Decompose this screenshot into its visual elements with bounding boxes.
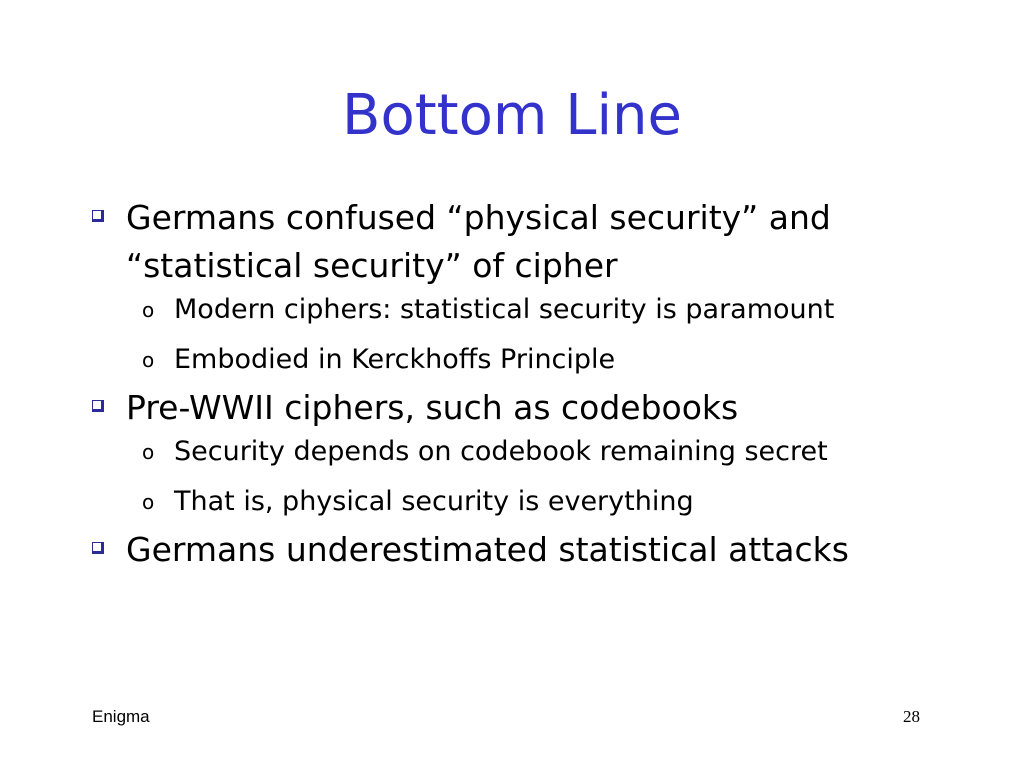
- hollow-square-bullet-icon: [92, 542, 104, 554]
- sub-bullet-text: That is, physical security is everything: [174, 486, 694, 517]
- list-item: [92, 384, 992, 520]
- bullet-text: Germans confused “physical security” and “statistical security” of cipher: [126, 198, 831, 285]
- sub-list-item: [142, 292, 992, 328]
- sub-bullet-text: Modern ciphers: statistical security is paramount: [174, 294, 835, 325]
- bullet-text: Germans underestimated statistical attacks: [126, 530, 849, 569]
- bullet-list: [92, 194, 992, 580]
- hollow-square-bullet-icon: [92, 210, 104, 222]
- slide-title: Bottom Line: [342, 83, 682, 148]
- list-item: [92, 526, 992, 574]
- circle-o-bullet-icon: o: [142, 348, 155, 372]
- sub-bullet-text: Security depends on codebook remaining secret: [174, 436, 828, 467]
- sub-bullet-list: [126, 434, 992, 520]
- bullet-text: Pre-WWII ciphers, such as codebooks: [126, 388, 739, 427]
- sub-bullet-list: [126, 292, 992, 378]
- page-number: 28: [903, 707, 920, 726]
- sub-list-item: [142, 484, 992, 520]
- hollow-square-bullet-icon: [92, 400, 104, 412]
- circle-o-bullet-icon: o: [142, 298, 155, 322]
- sub-list-item: [142, 434, 992, 470]
- circle-o-bullet-icon: o: [142, 490, 155, 514]
- sub-list-item: [142, 342, 992, 378]
- circle-o-bullet-icon: o: [142, 440, 155, 464]
- list-item: [92, 194, 992, 378]
- footer-title: Enigma: [92, 707, 150, 726]
- sub-bullet-text: Embodied in Kerckhoffs Principle: [174, 344, 616, 375]
